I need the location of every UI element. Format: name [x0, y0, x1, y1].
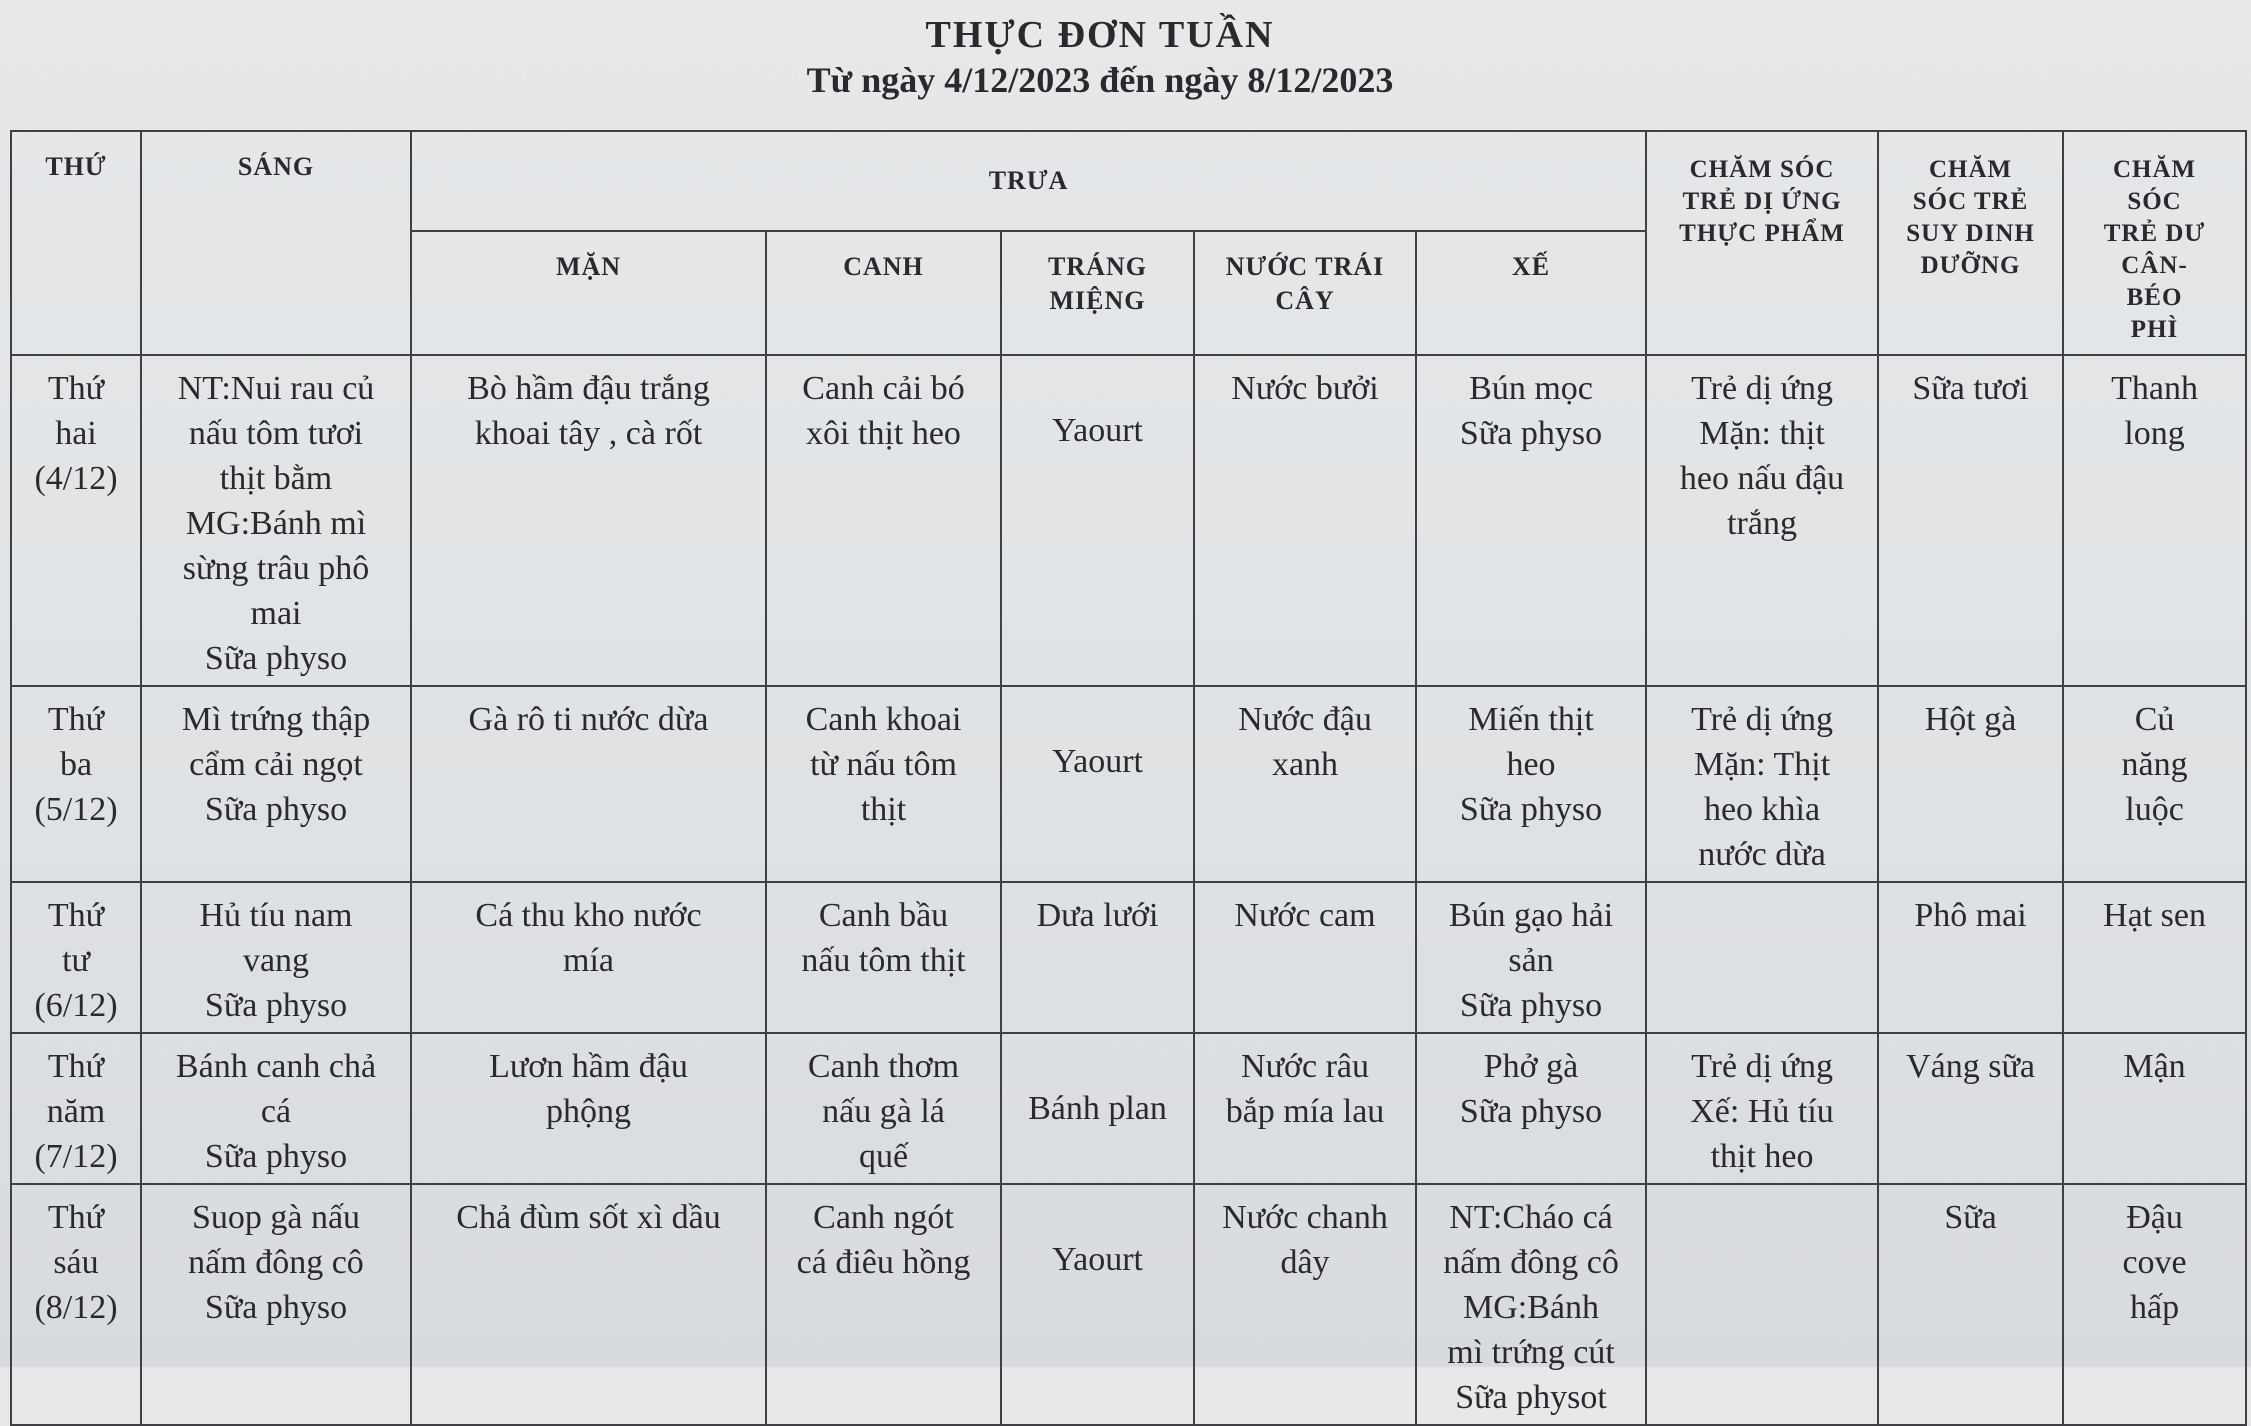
main-dish-cell: Lươn hầm đậu phộng: [411, 1033, 766, 1184]
header-du-can: CHĂM SÓC TRẺ DƯ CÂN- BÉO PHÌ: [2063, 131, 2246, 355]
snack-cell: Miến thịt heo Sữa physo: [1416, 686, 1646, 882]
main-dish-cell: Gà rô ti nước dừa: [411, 686, 766, 882]
breakfast-cell: Bánh canh chả cá Sữa physo: [141, 1033, 411, 1184]
overweight-care-cell: Củ năng luộc: [2063, 686, 2246, 882]
juice-cell: Nước đậu xanh: [1194, 686, 1416, 882]
dessert-cell: Bánh plan: [1001, 1033, 1194, 1184]
snack-cell: Bún mọc Sữa physo: [1416, 355, 1646, 686]
soup-cell: Canh thơm nấu gà lá quế: [766, 1033, 1001, 1184]
snack-cell: NT:Cháo cá nấm đông cô MG:Bánh mì trứng cút Sữa physot: [1416, 1184, 1646, 1425]
header-canh: CANH: [766, 231, 1001, 355]
day-cell: Thứ năm (7/12): [11, 1033, 141, 1184]
breakfast-cell: Mì trứng thập cẩm cải ngọt Sữa physo: [141, 686, 411, 882]
header-nuoc-trai-cay: NƯỚC TRÁI CÂY: [1194, 231, 1416, 355]
breakfast-cell: Suop gà nấu nấm đông cô Sữa physo: [141, 1184, 411, 1425]
malnutrition-care-cell: Hột gà: [1878, 686, 2063, 882]
juice-cell: Nước bưởi: [1194, 355, 1416, 686]
snack-cell: Bún gạo hải sản Sữa physo: [1416, 882, 1646, 1033]
main-dish-cell: Cá thu kho nước mía: [411, 882, 766, 1033]
main-dish-cell: Chả đùm sốt xì dầu: [411, 1184, 766, 1425]
breakfast-cell: NT:Nui rau củ nấu tôm tươi thịt bằm MG:Bánh mì sừng trâu phô mai Sữa physo: [141, 355, 411, 686]
header-xe: XẾ: [1416, 231, 1646, 355]
soup-cell: Canh bầu nấu tôm thịt: [766, 882, 1001, 1033]
malnutrition-care-cell: Phô mai: [1878, 882, 2063, 1033]
overweight-care-cell: Đậu cove hấp: [2063, 1184, 2246, 1425]
overweight-care-cell: Thanh long: [2063, 355, 2246, 686]
juice-cell: Nước râu bắp mía lau: [1194, 1033, 1416, 1184]
dessert-cell: Yaourt: [1001, 355, 1194, 686]
allergy-care-cell: [1646, 882, 1878, 1033]
soup-cell: Canh cải bó xôi thịt heo: [766, 355, 1001, 686]
dessert-cell: Yaourt: [1001, 1184, 1194, 1425]
page-title: THỰC ĐƠN TUẦN: [925, 14, 1275, 56]
title-block: [0, 12, 2200, 102]
snack-cell: Phở gà Sữa physo: [1416, 1033, 1646, 1184]
soup-cell: Canh ngót cá điêu hồng: [766, 1184, 1001, 1425]
header-di-ung: CHĂM SÓC TRẺ DỊ ỨNG THỰC PHẨM: [1646, 131, 1878, 355]
malnutrition-care-cell: Váng sữa: [1878, 1033, 2063, 1184]
header-suy-dinh-duong: CHĂM SÓC TRẺ SUY DINH DƯỠNG: [1878, 131, 2063, 355]
malnutrition-care-cell: Sữa tươi: [1878, 355, 2063, 686]
date-range: Từ ngày 4/12/2023 đến ngày 8/12/2023: [806, 60, 1394, 100]
table-row: [11, 1033, 2246, 1184]
day-cell: Thứ sáu (8/12): [11, 1184, 141, 1425]
day-cell: Thứ ba (5/12): [11, 686, 141, 882]
allergy-care-cell: Trẻ dị ứng Xế: Hủ tíu thịt heo: [1646, 1033, 1878, 1184]
table-row: [11, 355, 2246, 686]
weekly-menu-table: [10, 130, 2247, 1426]
main-dish-cell: Bò hầm đậu trắng khoai tây , cà rốt: [411, 355, 766, 686]
overweight-care-cell: Mận: [2063, 1033, 2246, 1184]
header-man: MẶN: [411, 231, 766, 355]
allergy-care-cell: Trẻ dị ứng Mặn: Thịt heo khìa nước dừa: [1646, 686, 1878, 882]
table-row: [11, 1184, 2246, 1425]
header-sang: SÁNG: [141, 131, 411, 355]
day-cell: Thứ tư (6/12): [11, 882, 141, 1033]
dessert-cell: Dưa lưới: [1001, 882, 1194, 1033]
overweight-care-cell: Hạt sen: [2063, 882, 2246, 1033]
header-trang-mieng: TRÁNG MIỆNG: [1001, 231, 1194, 355]
header-trua: TRƯA: [411, 131, 1646, 231]
juice-cell: Nước cam: [1194, 882, 1416, 1033]
table-row: [11, 882, 2246, 1033]
soup-cell: Canh khoai từ nấu tôm thịt: [766, 686, 1001, 882]
table-row: [11, 686, 2246, 882]
day-cell: Thứ hai (4/12): [11, 355, 141, 686]
breakfast-cell: Hủ tíu nam vang Sữa physo: [141, 882, 411, 1033]
allergy-care-cell: Trẻ dị ứng Mặn: thịt heo nấu đậu trắng: [1646, 355, 1878, 686]
header-thu: THỨ: [11, 131, 141, 355]
juice-cell: Nước chanh dây: [1194, 1184, 1416, 1425]
dessert-cell: Yaourt: [1001, 686, 1194, 882]
allergy-care-cell: [1646, 1184, 1878, 1425]
malnutrition-care-cell: Sữa: [1878, 1184, 2063, 1425]
